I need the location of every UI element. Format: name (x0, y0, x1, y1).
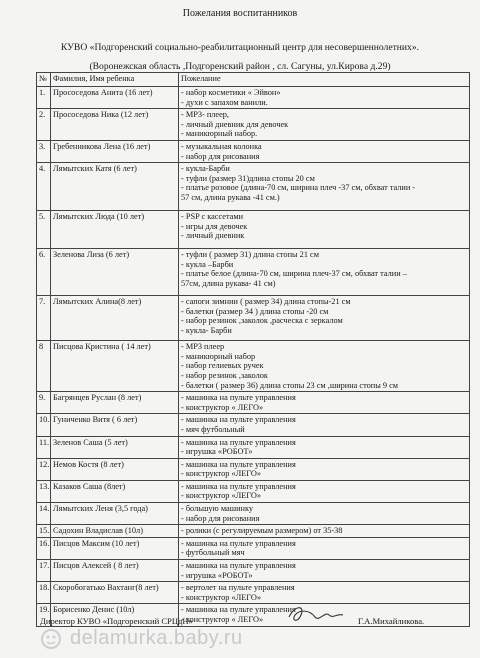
row-number: 4. (37, 163, 51, 211)
wish-item: - набор для рисования (181, 513, 260, 523)
table-row (37, 249, 470, 296)
wish-item: - машинка на пульте управления (181, 481, 296, 491)
watermark-text: delamurka.baby.ru (70, 627, 243, 649)
table-row (37, 582, 470, 604)
child-name: Лямытских Люда (10 лет) (51, 211, 179, 249)
child-name: Лямытских Леня (3,5 года) (51, 503, 179, 525)
row-number: 10. (37, 414, 51, 436)
child-name: Зеленов Саша (5 лет) (51, 436, 179, 458)
wish-item: - набор гелиевых ручек (181, 361, 264, 371)
wish-item: - маникюрный набор. (181, 129, 258, 139)
wish-cell (179, 87, 470, 109)
wish-item: - балетки (размер 34 ) длина стопы -20 см (181, 306, 329, 316)
wish-cell (179, 140, 470, 162)
wish-item: - кукла- Барби (181, 325, 232, 335)
wish-cell (179, 249, 470, 296)
wish-cell (179, 414, 470, 436)
table-body (37, 87, 470, 627)
wish-item: - музыкальная колонка (181, 141, 262, 151)
table-row (37, 341, 470, 392)
wish-item: - сапоги зимнии ( размер 34) длина стопы-21 см (181, 297, 351, 307)
child-name: Казаков Саша (8лет) (51, 480, 179, 502)
wish-item: - конструктор « ЛЕГО» (181, 615, 264, 624)
child-name: Немов Костя (8 лет) (51, 458, 179, 480)
table-row (37, 480, 470, 502)
wish-cell (179, 537, 470, 559)
wish-item: - набор для рисования (181, 151, 260, 161)
child-name: Писцова Кристина ( 14 лет) (51, 341, 179, 392)
wish-cell (179, 560, 470, 582)
wish-item: - PSP с кассетами (181, 212, 244, 222)
wish-item: - платье розовое (длина-70 см, ширина плеч -37 см, обхват талии - (181, 183, 416, 193)
header-name: Фамилия, Имя ребенка (51, 73, 179, 87)
wish-item: - машинка на пульте управления (181, 393, 296, 403)
signature-image (285, 603, 345, 627)
header-number: № (37, 73, 51, 87)
wish-cell (179, 525, 470, 538)
row-number: 6. (37, 249, 51, 296)
table-row (37, 211, 470, 249)
wish-item: - мяч футбольный (181, 424, 245, 434)
wish-item: - личный дневник (181, 231, 245, 241)
table-row (37, 537, 470, 559)
wish-item: - набор резинок ,заколок ,расческа с зеркалом (181, 316, 343, 326)
wish-cell (179, 341, 470, 392)
wish-item: - машинка на пульте управления (181, 437, 296, 447)
row-number: 11. (37, 436, 51, 458)
row-number: 15. (37, 525, 51, 538)
table-header-row (37, 73, 470, 87)
watermark-logo-icon (40, 628, 62, 650)
table-row (37, 436, 470, 458)
child-name: Прососедова Ника (12 лет) (51, 109, 179, 141)
row-number: 17. (37, 560, 51, 582)
table-row (37, 458, 470, 480)
wish-item: - кукла-Барби (181, 164, 230, 174)
wish-item: - машинка на пульте управления (181, 459, 296, 469)
wishes-table (36, 72, 470, 627)
wish-item: - конструктор « ЛЕГО» (181, 402, 264, 412)
table-row (37, 163, 470, 211)
wish-item: - машинка на пульте управления (181, 415, 296, 425)
wish-cell (179, 436, 470, 458)
wish-cell (179, 503, 470, 525)
wish-item: - машинка на пульте управления (181, 538, 296, 548)
wish-item: - вертолет на пульте управления (181, 583, 295, 593)
wish-item: - игрушка «РОБОТ» (181, 570, 253, 580)
row-number: 12. (37, 458, 51, 480)
wish-item: - МР3- плеер, (181, 110, 229, 120)
director-label: Директор КУВО «Подгоренский СРЦдН» (40, 616, 193, 626)
wish-item: 57 см, длина рукава -41 см.) (181, 192, 280, 202)
child-name: Лямытских Алина(8 лет) (51, 296, 179, 341)
table-row (37, 140, 470, 162)
row-number: 18. (37, 582, 51, 604)
row-number: 13. (37, 480, 51, 502)
row-number: 14. (37, 503, 51, 525)
child-name: Писцов Алексей ( 8 лет) (51, 560, 179, 582)
wish-cell (179, 296, 470, 341)
wish-cell (179, 392, 470, 414)
table-row (37, 109, 470, 141)
wish-item: - машинка на пульте управления (181, 605, 296, 615)
row-number: 5. (37, 211, 51, 249)
child-name: Садохин Владислав (10л) (51, 525, 179, 538)
table-row (37, 392, 470, 414)
child-name: Борисенко Денис (10л) (51, 604, 179, 626)
header-wish: Пожелание (179, 73, 470, 87)
wish-item: - ролики (с регулируемым размером) от 35-38 (181, 526, 343, 536)
wish-item: - игры для девочек (181, 221, 248, 231)
child-name: Багрянцев Руслан (8 лет) (51, 392, 179, 414)
wish-cell (179, 480, 470, 502)
signer-name: Г.А.Михайликова. (358, 616, 425, 626)
child-name: Гребенникова Лена (16 лет) (51, 140, 179, 162)
wish-item: - маникюрный набор (181, 351, 256, 361)
wish-item: - набор резинок ,заколок (181, 370, 268, 380)
wish-item: - духи с запахом ванили. (181, 97, 268, 107)
wish-cell (179, 211, 470, 249)
row-number: 16. (37, 537, 51, 559)
wish-item: 57см, длина рукава- 41 см) (181, 278, 276, 288)
wish-item: - кукла –Барби (181, 259, 234, 269)
wish-item: - туфли (размер 31)длина стопы 20 см (181, 173, 315, 183)
wish-cell (179, 163, 470, 211)
wish-item: - конструктор «ЛЕГО» (181, 469, 262, 479)
child-name: Писцов Максим (10 лет) (51, 537, 179, 559)
wish-cell (179, 458, 470, 480)
wish-item: - игрушка «РОБОТ» (181, 447, 253, 457)
row-number: 19. (37, 604, 51, 626)
table-row (37, 525, 470, 538)
document-title: Пожелания воспитанников (182, 8, 298, 19)
child-name: Скоробогатько Вахтанг(8 лет) (51, 582, 179, 604)
table-row (37, 503, 470, 525)
child-name: Гуниченко Витя ( 6 лет) (51, 414, 179, 436)
wish-cell (179, 582, 470, 604)
wish-item: - большую машинку (181, 504, 254, 514)
wish-item: - машинка на пульте управления (181, 561, 296, 571)
row-number: 1. (37, 87, 51, 109)
wish-item: - балетки ( размер 36) длина стопы 23 см ,ширина стопы 9 см (181, 380, 399, 390)
row-number: 2. (37, 109, 51, 141)
wish-item: - туфли ( размер 31) длина стопы 21 см (181, 250, 319, 260)
row-number: 8 (37, 341, 51, 392)
wish-item: - платье белое (длина-70 см, ширина плеч-37 см, обхват талии – (181, 269, 407, 279)
wish-item: - набор косметики « Эйвон» (181, 88, 281, 97)
table-row (37, 414, 470, 436)
child-name: Зеленова Лиза (6 лет) (51, 249, 179, 296)
wish-item: - конструктор «ЛЕГО» (181, 592, 262, 602)
row-number: 9. (37, 392, 51, 414)
child-name: Прососедова Анита (16 лет) (51, 87, 179, 109)
row-number: 7. (37, 296, 51, 341)
child-name: Лямытских Катя (6 лет) (51, 163, 179, 211)
table-row (37, 87, 470, 109)
table-row (37, 296, 470, 341)
row-number: 3. (37, 140, 51, 162)
wish-item: - конструктор «ЛЕГО» (181, 491, 262, 501)
wish-cell (179, 109, 470, 141)
table-row (37, 560, 470, 582)
organization-line: КУВО «Подгоренский социально-реабилитационный центр для несовершеннолетних». (60, 42, 420, 53)
address-line: (Воронежская область ,Подгоренский район , сл. Сагуны, ул.Кирова д.29) (89, 61, 391, 72)
wish-item: - личный дневник для девочек (181, 119, 289, 129)
wish-item: - МР3 плеер (181, 342, 225, 352)
wish-item: - футбольный мяч (181, 548, 245, 558)
